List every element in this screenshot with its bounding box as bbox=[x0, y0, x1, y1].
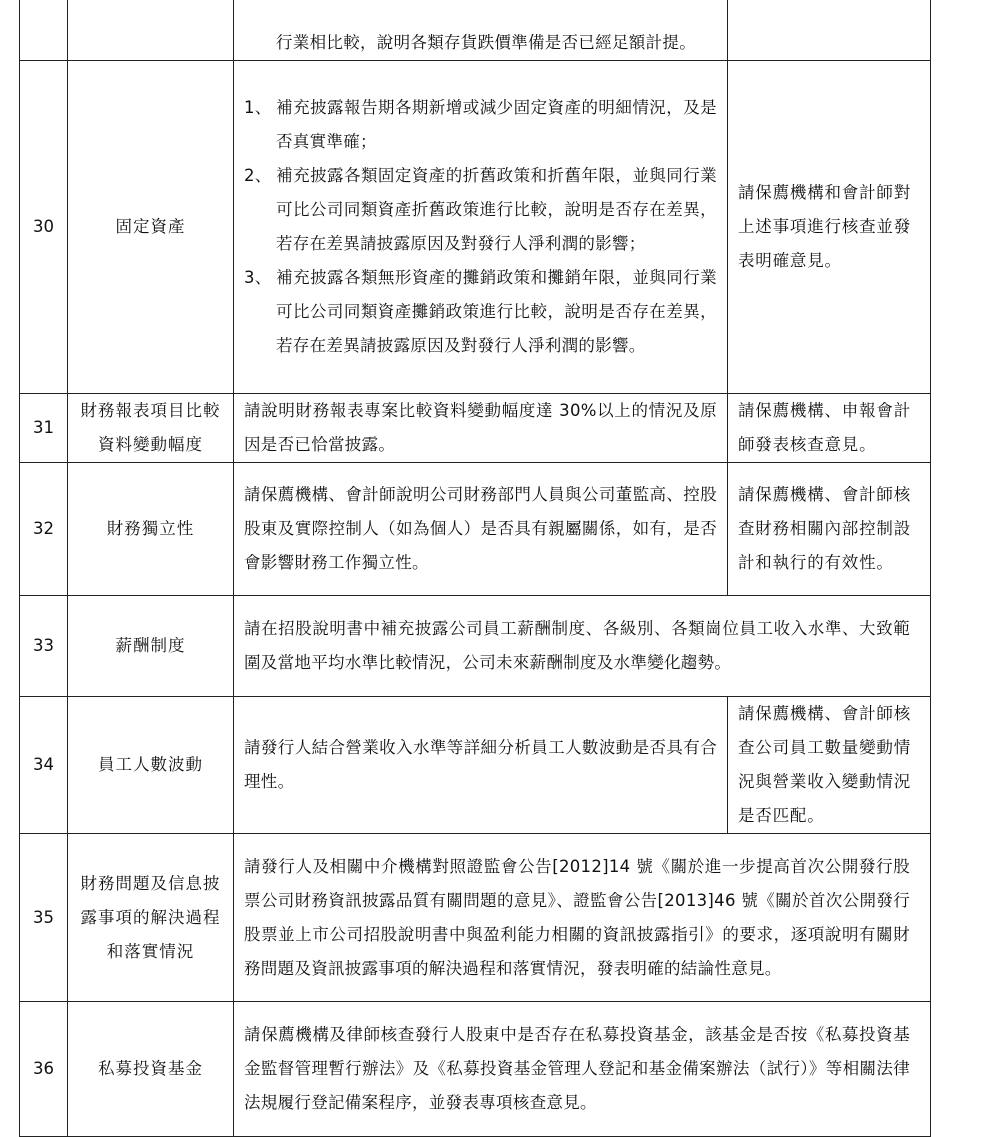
list-item-text: 補充披露報告期各期新增或減少固定資產的明細情況，及是否真實準確； bbox=[276, 98, 717, 151]
row-content-text: 行業相比較，說明各類存貨跌價準備是否已經足額計提。 bbox=[276, 33, 696, 52]
row-content: 請發行人及相關中介機構對照證監會公告[2012]14 號《關於進一步提高首次公開發行股票公司財務資訊披露品質有關問題的意見》、證監會公告[2013]46 號《關於首次公開發行股票並上市公司招股說明書中與盈利能力相關的資訊披露指引》的要求，逐項說明有關財務問題及資訊披露事項的解決過程和落實情況，發表明確的結論性意見。 bbox=[234, 834, 931, 1002]
row-number: 35 bbox=[20, 834, 68, 1002]
row-content: 請保薦機構及律師核查發行人股東中是否存在私募投資基金，該基金是否按《私募投資基金監督管理暫行辦法》及《私募投資基金管理人登記和基金備案辦法（試行）》等相關法律法規履行登記備案程序，並發表專項核查意見。 bbox=[234, 1002, 931, 1137]
row-note: 請保薦機構和會計師對上述事項進行核查並發表明確意見。 bbox=[728, 61, 931, 394]
row-item: 財務報表項目比較資料變動幅度 bbox=[68, 394, 234, 463]
row-number: 36 bbox=[20, 1002, 68, 1137]
table-row bbox=[20, 1002, 931, 1137]
row-note bbox=[728, 0, 931, 61]
list-marker: 2、 bbox=[244, 166, 272, 185]
list-item-text: 補充披露各類固定資產的折舊政策和折舊年限，並與同行業可比公司同類資產折舊政策進行比較，說明是否存在差異，若存在差異請披露原因及對發行人淨利潤的影響； bbox=[276, 166, 717, 253]
row-item: 員工人數波動 bbox=[68, 697, 234, 834]
table-row bbox=[20, 61, 931, 394]
row-number: 34 bbox=[20, 697, 68, 834]
list-marker: 1、 bbox=[244, 98, 272, 117]
row-number bbox=[20, 0, 68, 61]
row-note: 請保薦機構、會計師核查財務相關內部控制設計和執行的有效性。 bbox=[728, 463, 931, 596]
row-item: 財務問題及信息披露事項的解決過程和落實情況 bbox=[68, 834, 234, 1002]
row-number: 33 bbox=[20, 596, 68, 697]
row-number: 31 bbox=[20, 394, 68, 463]
table-row bbox=[20, 463, 931, 596]
row-item: 財務獨立性 bbox=[68, 463, 234, 596]
table-row bbox=[20, 0, 931, 61]
row-content bbox=[234, 61, 728, 394]
row-content bbox=[234, 0, 728, 61]
row-note: 請保薦機構、會計師核查公司員工數量變動情況與營業收入變動情況是否匹配。 bbox=[728, 697, 931, 834]
row-item: 薪酬制度 bbox=[68, 596, 234, 697]
list-marker: 3、 bbox=[244, 268, 272, 287]
row-item bbox=[68, 0, 234, 61]
list-item bbox=[244, 261, 717, 363]
list-item bbox=[244, 91, 717, 159]
row-number: 30 bbox=[20, 61, 68, 394]
table-row bbox=[20, 596, 931, 697]
table-row bbox=[20, 394, 931, 463]
review-comments-table bbox=[19, 0, 931, 1137]
row-note: 請保薦機構、申報會計師發表核查意見。 bbox=[728, 394, 931, 463]
row-content: 請保薦機構、會計師說明公司財務部門人員與公司董監高、控股股東及實際控制人（如為個人）是否具有親屬關係，如有，是否會影響財務工作獨立性。 bbox=[234, 463, 728, 596]
row-content: 請說明財務報表專案比較資料變動幅度達 30%以上的情況及原因是否已恰當披露。 bbox=[234, 394, 728, 463]
row-number: 32 bbox=[20, 463, 68, 596]
row-content: 請發行人結合營業收入水準等詳細分析員工人數波動是否具有合理性。 bbox=[234, 697, 728, 834]
row-item: 固定資產 bbox=[68, 61, 234, 394]
row-content: 請在招股說明書中補充披露公司員工薪酬制度、各級別、各類崗位員工收入水準、大致範圍及當地平均水準比較情況，公司未來薪酬制度及水準變化趨勢。 bbox=[234, 596, 931, 697]
row-item: 私募投資基金 bbox=[68, 1002, 234, 1137]
list-item-text: 補充披露各類無形資產的攤銷政策和攤銷年限，並與同行業可比公司同類資產攤銷政策進行比較，說明是否存在差異，若存在差異請披露原因及對發行人淨利潤的影響。 bbox=[276, 268, 717, 355]
table-row bbox=[20, 697, 931, 834]
list-item bbox=[244, 159, 717, 261]
table-row bbox=[20, 834, 931, 1002]
